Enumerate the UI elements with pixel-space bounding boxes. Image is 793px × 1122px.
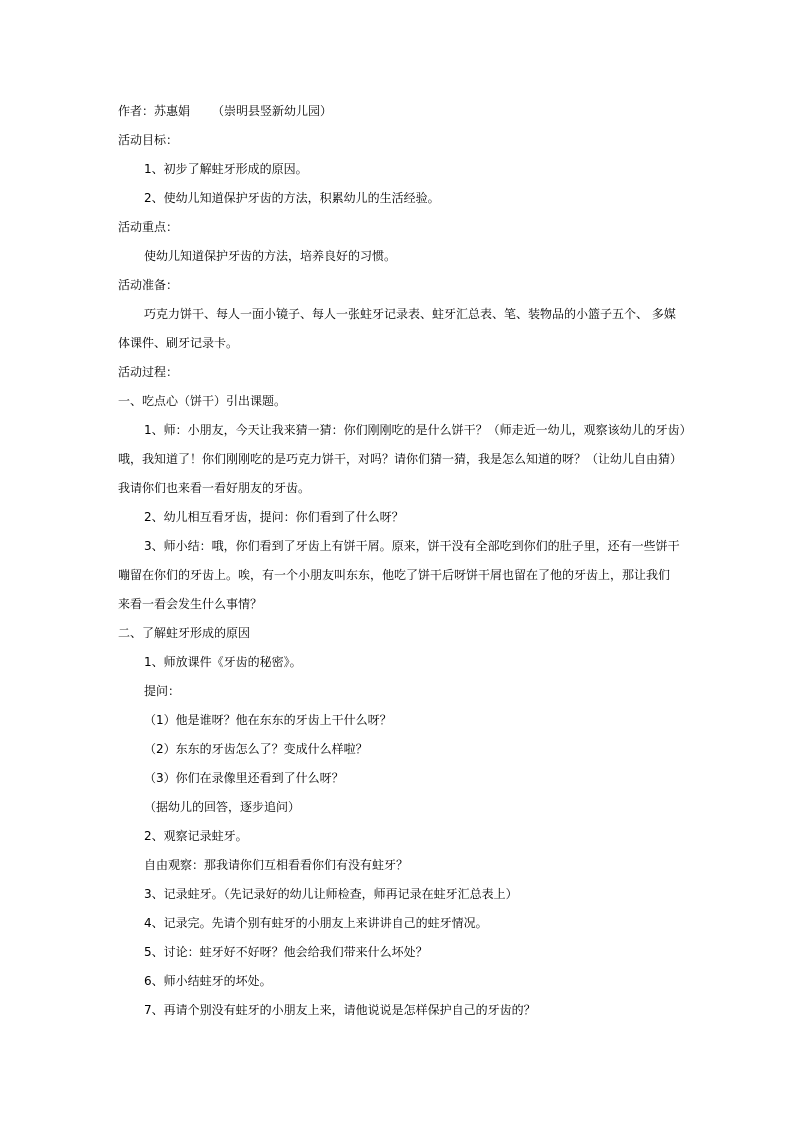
part1-item2: 2、幼儿相互看牙齿，提问：你们看到了什么呀？ — [144, 510, 404, 524]
part2-item1: 1、师放课件《牙齿的秘密》。 — [144, 655, 302, 669]
goals-heading: 活动目标： — [118, 133, 179, 147]
part2-item2: 2、观察记录蛀牙。 — [144, 829, 248, 843]
free-observe-text: 自由观察：那我请你们互相看看你们有没有蛀牙？ — [144, 858, 409, 872]
prep-heading: 活动准备： — [118, 278, 179, 292]
author-line — [118, 100, 678, 129]
prep-text-line-2: 体课件、刷牙记录卡。 — [118, 336, 239, 350]
part2-item7: 7、再请个别没有蛀牙的小朋友上来，请他说说是怎样保护自己的牙齿的？ — [144, 1003, 536, 1017]
focus-text: 使幼儿知道保护牙齿的方法，培养良好的习惯。 — [144, 249, 397, 263]
part1-item1-line-1: 1、师：小朋友，今天让我来猜一猜：你们刚刚吃的是什么饼干？（师走近一幼儿，观察该幼儿的牙齿） — [144, 423, 692, 437]
part1-item1-line-2: 哦，我知道了！你们刚刚吃的是巧克力饼干，对吗？请你们猜一猜，我是怎么知道的呀？（让幼儿自由猜） — [118, 452, 683, 466]
part1-item1-line-3: 我请你们也来看一看好朋友的牙齿。 — [118, 481, 311, 495]
goal-item-1: 1、初步了解蛀牙形成的原因。 — [144, 162, 308, 176]
prep-text-line-1: 巧克力饼干、每人一面小镜子、每人一张蛀牙记录表、蛀牙汇总表、笔、装物品的小篮子五个、 多媒 — [144, 307, 676, 321]
part2-item3: 3、记录蛀牙。（先记录好的幼儿让师检查，师再记录在蛀牙汇总表上） — [144, 887, 518, 901]
questions-label: 提问： — [144, 684, 181, 698]
part2-item6: 6、师小结蛀牙的坏处。 — [144, 974, 272, 988]
part2-item5: 5、讨论：蛀牙好不好呀？他会给我们带来什么坏处？ — [144, 945, 428, 959]
part1-heading: 一、吃点心（饼干）引出课题。 — [118, 394, 287, 408]
question-3: （3）你们在录像里还看到了什么呀？ — [144, 771, 344, 785]
question-1: （1）他是谁呀？他在东东的牙齿上干什么呀？ — [144, 713, 392, 727]
document-body — [118, 100, 692, 1028]
author-organization: （崇明县竖新幼儿园） — [212, 104, 333, 118]
question-2: （2）东东的牙齿怎么了？变成什么样啦？ — [144, 742, 368, 756]
followup-note: （据幼儿的回答，逐步追问） — [144, 800, 301, 814]
part2-item4: 4、记录完。先请个别有蛀牙的小朋友上来讲讲自己的蛀牙情况。 — [144, 916, 488, 930]
part1-item3-line-3: 来看一看会发生什么事情？ — [118, 597, 263, 611]
part1-item3-line-2: 嘣留在你们的牙齿上。唉，有一个小朋友叫东东，他吃了饼干后呀饼干屑也留在了他的牙齿上，那让我们 — [118, 568, 671, 582]
process-heading: 活动过程： — [118, 365, 179, 379]
author-name: 作者：苏惠娟 — [118, 104, 191, 118]
focus-heading: 活动重点： — [118, 220, 179, 234]
part2-heading: 二、了解蛀牙形成的原因 — [118, 626, 251, 640]
goal-item-2: 2、使幼儿知道保护牙齿的方法，积累幼儿的生活经验。 — [144, 191, 440, 205]
part1-item3-line-1: 3、师小结：哦，你们看到了牙齿上有饼干屑。原来，饼干没有全部吃到你们的肚子里，还有一些饼干 — [144, 539, 680, 553]
